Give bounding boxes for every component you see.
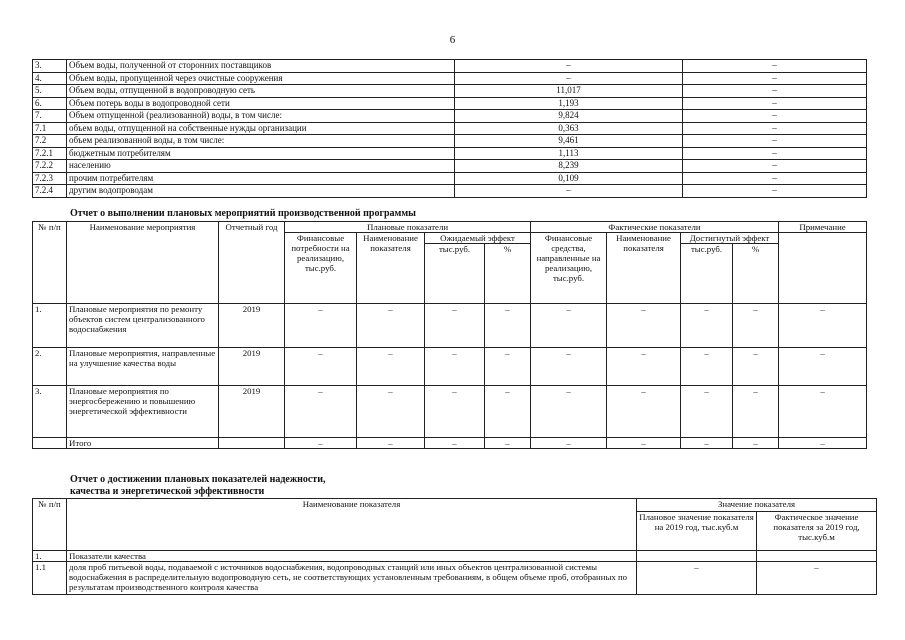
table-row bbox=[33, 85, 867, 98]
activity-value: – bbox=[681, 386, 733, 438]
row-note: – bbox=[683, 147, 867, 160]
activity-value: – bbox=[607, 386, 681, 438]
table-row bbox=[33, 562, 877, 595]
row-number: 7.2.3 bbox=[33, 172, 67, 185]
planned-activities-table bbox=[32, 221, 867, 449]
section-title-planned-activities: Отчет о выполнении плановых мероприятий производственной программы bbox=[70, 208, 416, 219]
table-row bbox=[33, 551, 877, 562]
row-note: – bbox=[683, 85, 867, 98]
activity-value: – bbox=[733, 386, 779, 438]
t3-header-name: Наименование показателя bbox=[67, 499, 637, 551]
activity-value: – bbox=[681, 438, 733, 449]
section-title-reliability-line2: качества и энергетической эффективности bbox=[70, 486, 265, 497]
header-thous-rub-2: тыс.руб. bbox=[681, 244, 733, 304]
activity-value: – bbox=[485, 438, 531, 449]
activity-value: – bbox=[607, 304, 681, 348]
activity-value: – bbox=[285, 438, 357, 449]
page-number: 6 bbox=[449, 34, 456, 46]
header-year: Отчетный год bbox=[219, 222, 285, 304]
activity-value: – bbox=[425, 304, 485, 348]
row-name: другим водопроводам bbox=[67, 185, 455, 198]
row-number: 7.2 bbox=[33, 135, 67, 148]
header-fin-means: Финансовые средства, направленные на реализацию, тыс.руб. bbox=[531, 233, 607, 304]
table-row bbox=[33, 172, 867, 185]
row-note: – bbox=[683, 172, 867, 185]
row-value: – bbox=[455, 185, 683, 198]
activity-name: Плановые мероприятия, направленные на улучшение качества воды bbox=[67, 348, 219, 386]
row-value: 9,824 bbox=[455, 110, 683, 123]
header-note-blank bbox=[779, 233, 867, 304]
row-note: – bbox=[683, 72, 867, 85]
row-value: 11,017 bbox=[455, 85, 683, 98]
table-row bbox=[33, 60, 867, 73]
activity-value: – bbox=[425, 438, 485, 449]
row-value: 1,113 bbox=[455, 147, 683, 160]
activity-value: – bbox=[357, 304, 425, 348]
reliability-indicators-table bbox=[32, 498, 877, 595]
table-row bbox=[33, 438, 867, 449]
row-note: – bbox=[683, 60, 867, 73]
header-expected-effect: Ожидаемый эффект bbox=[425, 233, 531, 244]
t3-header-value: Значение показателя bbox=[637, 499, 877, 512]
activity-value: – bbox=[779, 438, 867, 449]
indicator-number: 1. bbox=[33, 551, 67, 562]
row-value: – bbox=[455, 60, 683, 73]
activity-value: – bbox=[485, 348, 531, 386]
header-num: № п/п bbox=[33, 222, 67, 304]
activity-year: 2019 bbox=[219, 304, 285, 348]
indicator-name: Показатели качества bbox=[67, 551, 637, 562]
activity-value: – bbox=[681, 348, 733, 386]
header-indicator-name-2: Наименование показателя bbox=[607, 233, 681, 304]
activity-value: – bbox=[285, 348, 357, 386]
row-name: Объем воды, отпущенной в водопроводную сеть bbox=[67, 85, 455, 98]
indicator-planned bbox=[637, 551, 757, 562]
activity-value: – bbox=[357, 348, 425, 386]
t3-header-actual: Фактическое значение показателя за 2019 год, тыс.куб.м bbox=[757, 512, 877, 551]
row-number: 7.2.4 bbox=[33, 185, 67, 198]
row-number: 7.2.1 bbox=[33, 147, 67, 160]
header-percent: % bbox=[485, 244, 531, 304]
row-value: 8,239 bbox=[455, 160, 683, 173]
row-name: объем реализованной воды, в том числе: bbox=[67, 135, 455, 148]
row-note: – bbox=[683, 97, 867, 110]
row-note: – bbox=[683, 135, 867, 148]
row-number: 5. bbox=[33, 85, 67, 98]
t3-header-planned: Плановое значение показателя на 2019 год, тыс.куб.м bbox=[637, 512, 757, 551]
row-name: населению bbox=[67, 160, 455, 173]
row-number: 6. bbox=[33, 97, 67, 110]
activity-number bbox=[33, 438, 67, 449]
activity-value: – bbox=[733, 438, 779, 449]
activity-value: – bbox=[607, 438, 681, 449]
activity-value: – bbox=[485, 304, 531, 348]
activity-value: – bbox=[531, 386, 607, 438]
activity-value: – bbox=[531, 348, 607, 386]
row-name: прочим потребителям bbox=[67, 172, 455, 185]
activity-number: 2. bbox=[33, 348, 67, 386]
row-value: 0,109 bbox=[455, 172, 683, 185]
activity-value: – bbox=[285, 386, 357, 438]
activity-number: 3. bbox=[33, 386, 67, 438]
indicator-planned: – bbox=[637, 562, 757, 595]
activity-name: Плановые мероприятия по ремонту объектов систем централизованного водоснабжения bbox=[67, 304, 219, 348]
header-planned: Плановые показатели bbox=[285, 222, 531, 233]
activity-value: – bbox=[607, 348, 681, 386]
row-number: 3. bbox=[33, 60, 67, 73]
row-name: Объем отпущенной (реализованной) воды, в том числе: bbox=[67, 110, 455, 123]
t3-header-num: № п/п bbox=[33, 499, 67, 551]
activity-value: – bbox=[733, 304, 779, 348]
row-note: – bbox=[683, 185, 867, 198]
table-row bbox=[33, 110, 867, 123]
row-name: бюджетным потребителям bbox=[67, 147, 455, 160]
indicator-name: доля проб питьевой воды, подаваемой с источников водоснабжения, водопроводных станций или иных объектов централизованной системы водоснабжения в распределительную водопроводную сеть, не соответствующих установленным требованиям, в общем объеме проб, отобранных по результатам производственного контроля качества bbox=[67, 562, 637, 595]
activity-number: 1. bbox=[33, 304, 67, 348]
table-row bbox=[33, 135, 867, 148]
row-name: Объем потерь воды в водопроводной сети bbox=[67, 97, 455, 110]
table-row bbox=[33, 160, 867, 173]
row-name: объем воды, отпущенной на собственные нужды организации bbox=[67, 122, 455, 135]
table-row bbox=[33, 147, 867, 160]
row-number: 7.2.2 bbox=[33, 160, 67, 173]
row-number: 7.1 bbox=[33, 122, 67, 135]
activity-value: – bbox=[485, 386, 531, 438]
activity-value: – bbox=[779, 304, 867, 348]
activity-value: – bbox=[681, 304, 733, 348]
activity-value: – bbox=[779, 386, 867, 438]
header-activity-name: Наименование мероприятия bbox=[67, 222, 219, 304]
row-value: 1,193 bbox=[455, 97, 683, 110]
indicator-actual bbox=[757, 551, 877, 562]
activity-value: – bbox=[357, 386, 425, 438]
row-value: – bbox=[455, 72, 683, 85]
row-number: 4. bbox=[33, 72, 67, 85]
activity-name: Итого bbox=[67, 438, 219, 449]
row-number: 7. bbox=[33, 110, 67, 123]
header-note: Примечание bbox=[779, 222, 867, 233]
header-fin-need: Финансовые потребности на реализацию, тыс.руб. bbox=[285, 233, 357, 304]
activity-value: – bbox=[357, 438, 425, 449]
row-note: – bbox=[683, 110, 867, 123]
activity-year: 2019 bbox=[219, 386, 285, 438]
activity-value: – bbox=[779, 348, 867, 386]
indicator-actual: – bbox=[757, 562, 877, 595]
indicator-number: 1.1 bbox=[33, 562, 67, 595]
activity-value: – bbox=[425, 386, 485, 438]
row-value: 9,461 bbox=[455, 135, 683, 148]
activity-value: – bbox=[531, 438, 607, 449]
activity-year bbox=[219, 438, 285, 449]
table-row bbox=[33, 185, 867, 198]
activity-name: Плановые мероприятия по энергосбережению и повышению энергетической эффективности bbox=[67, 386, 219, 438]
row-note: – bbox=[683, 122, 867, 135]
header-percent-2: % bbox=[733, 244, 779, 304]
row-name: Объем воды, пропущенной через очистные сооружения bbox=[67, 72, 455, 85]
header-indicator-name: Наименование показателя bbox=[357, 233, 425, 304]
activity-year: 2019 bbox=[219, 348, 285, 386]
table-row bbox=[33, 72, 867, 85]
activity-value: – bbox=[733, 348, 779, 386]
activity-value: – bbox=[531, 304, 607, 348]
activity-value: – bbox=[285, 304, 357, 348]
row-note: – bbox=[683, 160, 867, 173]
table-row bbox=[33, 304, 867, 348]
section-title-reliability-line1: Отчет о достижении плановых показателей надежности, bbox=[70, 474, 326, 485]
row-name: Объем воды, полученной от сторонних поставщиков bbox=[67, 60, 455, 73]
table-row bbox=[33, 122, 867, 135]
header-actual: Фактические показатели bbox=[531, 222, 779, 233]
header-thous-rub: тыс.руб. bbox=[425, 244, 485, 304]
table-row bbox=[33, 97, 867, 110]
table-row bbox=[33, 348, 867, 386]
table-row bbox=[33, 386, 867, 438]
row-value: 0,363 bbox=[455, 122, 683, 135]
header-achieved-effect: Достигнутый эффект bbox=[681, 233, 779, 244]
activity-value: – bbox=[425, 348, 485, 386]
water-volume-table bbox=[32, 59, 867, 198]
